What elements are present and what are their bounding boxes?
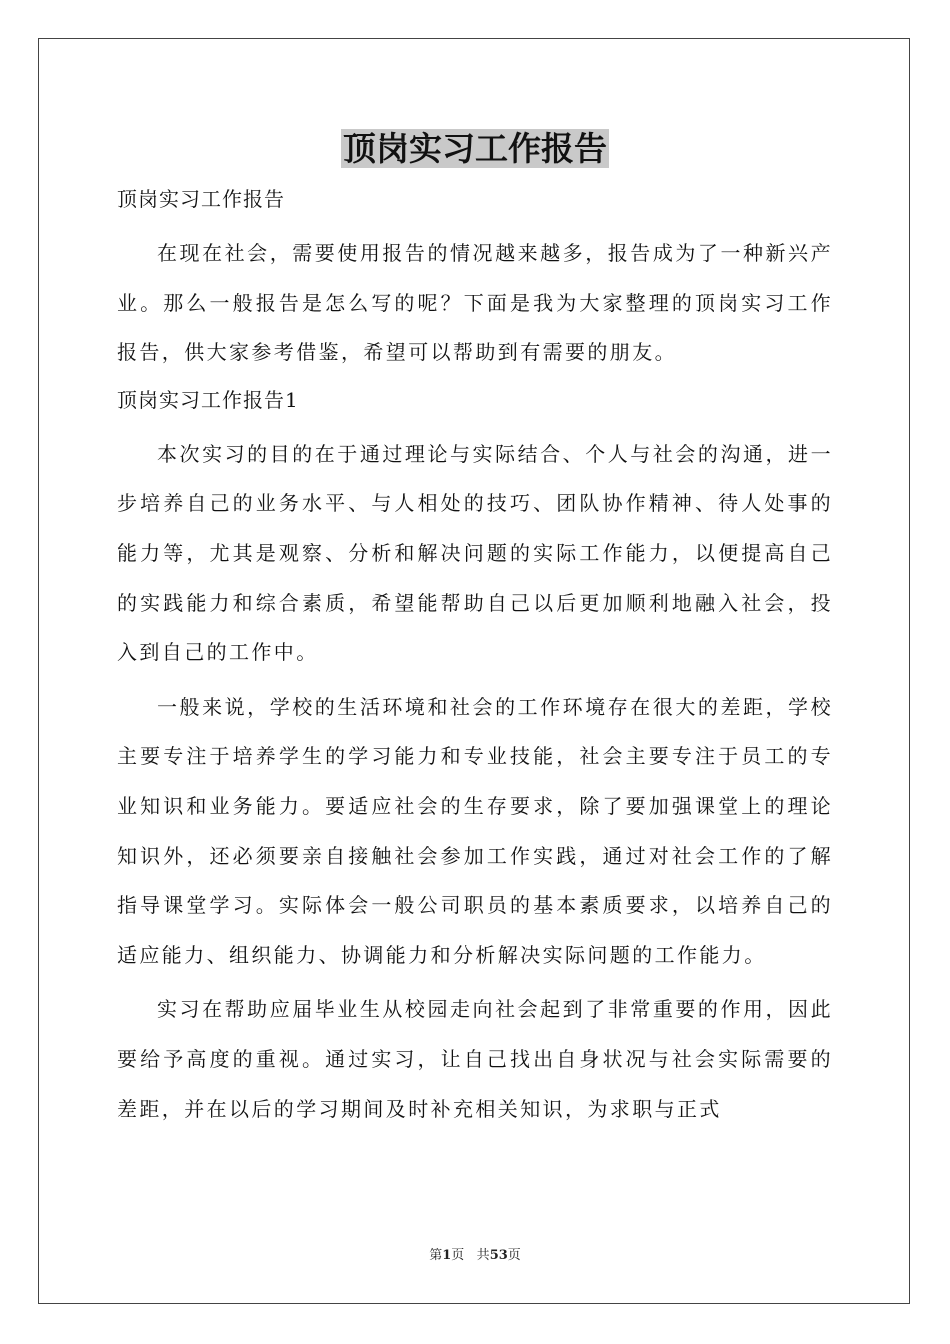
intro-paragraph: 在现在社会，需要使用报告的情况越来越多，报告成为了一种新兴产业。那么一般报告是怎么写的呢？下面是我为大家整理的顶岗实习工作报告，供大家参考借鉴，希望可以帮助到有需要的朋友。: [117, 241, 833, 365]
document-subtitle: 顶岗实习工作报告: [117, 187, 285, 211]
body-paragraph: 本次实习的目的在于通过理论与实际结合、个人与社会的沟通，进一步培养自己的业务水平、与人相处的技巧、团队协作精神、待人处事的能力等，尤其是观察、分析和解决问题的实际工作能力，以便提高自己的实践能力和综合素质，希望能帮助自己以后更加顺利地融入社会，投入到自己的工作中。: [117, 441, 833, 665]
total-suffix: 页: [507, 1248, 521, 1263]
page-suffix: 页: [451, 1248, 465, 1263]
body-paragraph: 一般来说，学校的生活环境和社会的工作环境存在很大的差距，学校主要专注于培养学生的学习能力和专业技能，社会主要专注于员工的专业知识和业务能力。要适应社会的生存要求，除了要加强课堂上的理论知识外，还必须要亲自接触社会参加工作实践，通过对社会工作的了解指导课堂学习。实际体会一般公司职员的基本素质要求，以培养自己的适应能力、组织能力、协调能力和分析解决实际问题的工作能力。: [117, 694, 833, 967]
body-paragraph: 实习在帮助应届毕业生从校园走向社会起到了非常重要的作用，因此要给予高度的重视。通过实习，让自己找出自身状况与社会实际需要的差距，并在以后的学习期间及时补充相关知识，为求职与正式: [117, 997, 833, 1121]
page-current: 1: [442, 1248, 452, 1263]
document-title-text: 顶岗实习工作报告: [343, 129, 607, 168]
document-body: [117, 182, 833, 1139]
page-total: 53: [489, 1248, 508, 1263]
document-title: [0, 127, 950, 171]
page-prefix: 第: [429, 1248, 443, 1263]
total-prefix: 共: [476, 1248, 490, 1263]
section-title: 顶岗实习工作报告1: [117, 387, 299, 412]
page-footer: [0, 1247, 950, 1265]
